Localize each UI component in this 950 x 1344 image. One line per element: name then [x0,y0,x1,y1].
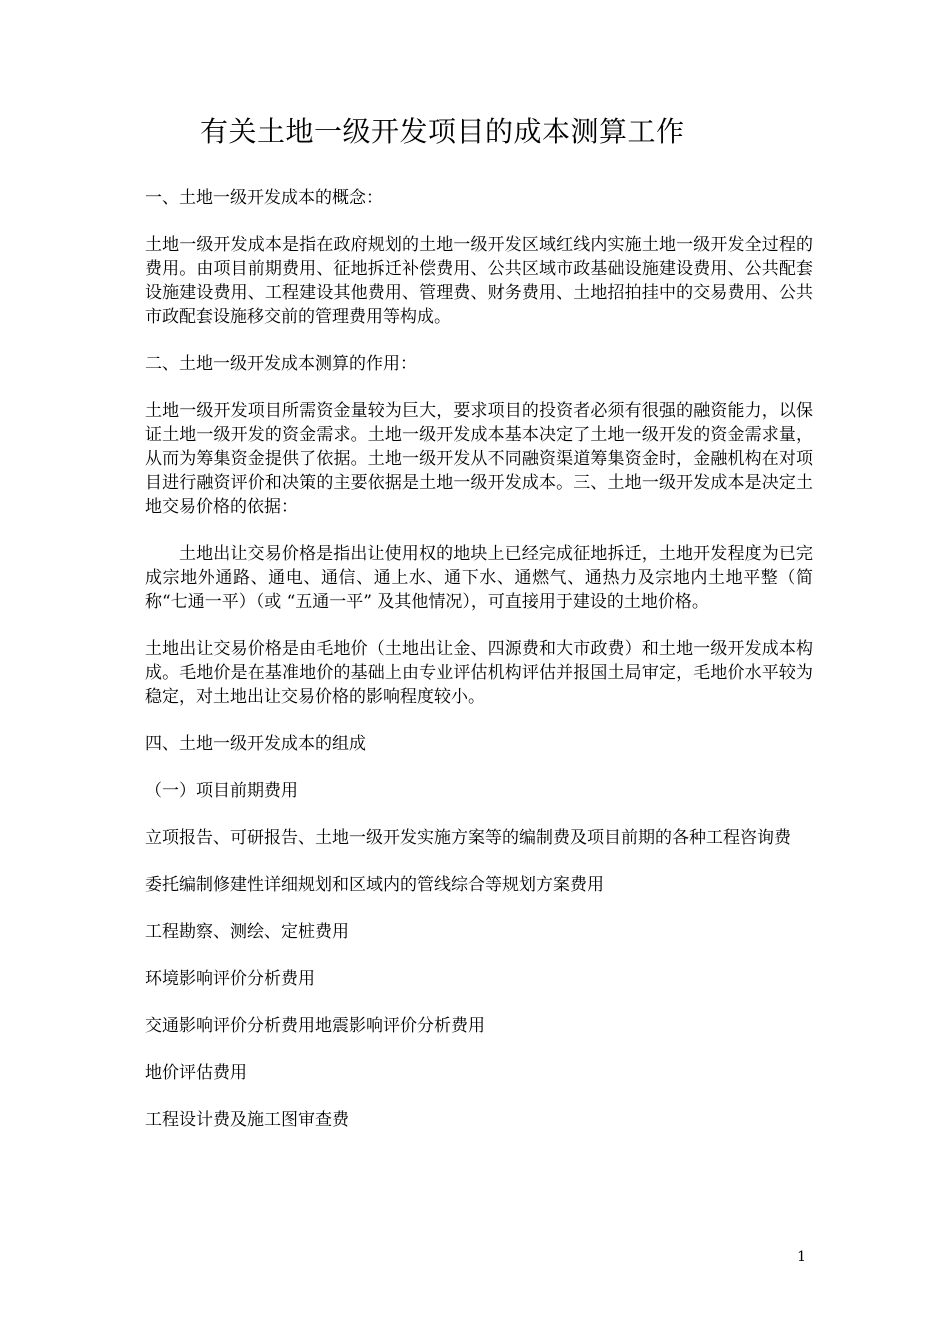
section-heading-composition: 四、土地一级开发成本的组成 [145,734,366,754]
section-heading-purpose: 二、土地一级开发成本测算的作用： [145,354,417,374]
section-heading-concept: 一、土地一级开发成本的概念： [145,188,383,208]
list-item: 立项报告、可研报告、土地一级开发实施方案等的编制费及项目前期的各种工程咨询费 [145,828,791,848]
list-item: 地价评估费用 [145,1063,247,1083]
subsection-heading-preliminary-costs: （一）项目前期费用 [145,781,298,801]
document-title: 有关土地一级开发项目的成本测算工作 [200,115,685,148]
paragraph-funding: 土地一级开发项目所需资金量较为巨大，要求项目的投资者必须有很强的融资能力，以保证土地一级开发的资金需求。土地一级开发成本基本决定了土地一级开发的资金需求量，从而为筹集资金提供了依据。土地一级开发从不同融资渠道筹集资金时，金融机构在对项目进行融资评价和决策的主要依据是土地一级开发成本。三、土地一级开发成本是决定土地交易价格的依据： [145,401,813,517]
list-item: 委托编制修建性详细规划和区域内的管线综合等规划方案费用 [145,875,604,895]
list-item: 工程勘察、测绘、定桩费用 [145,922,349,942]
paragraph-transfer-price-composition: 土地出让交易价格是由毛地价（土地出让金、四源费和大市政费）和土地一级开发成本构成。毛地价是在基准地价的基础上由专业评估机构评估并报国土局审定，毛地价水平较为稳定，对土地出让交易价格的影响程度较小。 [145,639,813,707]
list-item: 交通影响评价分析费用地震影响评价分析费用 [145,1016,485,1036]
list-item: 工程设计费及施工图审查费 [145,1110,349,1130]
paragraph-transfer-price-definition: 土地出让交易价格是指出让使用权的地块上已经完成征地拆迁，土地开发程度为已完成宗地外通路、通电、通信、通上水、通下水、通燃气、通热力及宗地内土地平整（简称“七通一平）（或 “五通一平” 及其他情况），可直接用于建设的土地价格。 [145,544,813,612]
page-number: 1 [797,1249,806,1265]
document-body [145,186,813,1155]
list-item: 环境影响评价分析费用 [145,969,315,989]
paragraph-concept: 土地一级开发成本是指在政府规划的土地一级开发区域红线内实施土地一级开发全过程的费用。由项目前期费用、征地拆迁补偿费用、公共区域市政基础设施建设费用、公共配套设施建设费用、工程建设其他费用、管理费、财务费用、土地招拍挂中的交易费用、公共市政配套设施移交前的管理费用等构成。 [145,235,813,327]
